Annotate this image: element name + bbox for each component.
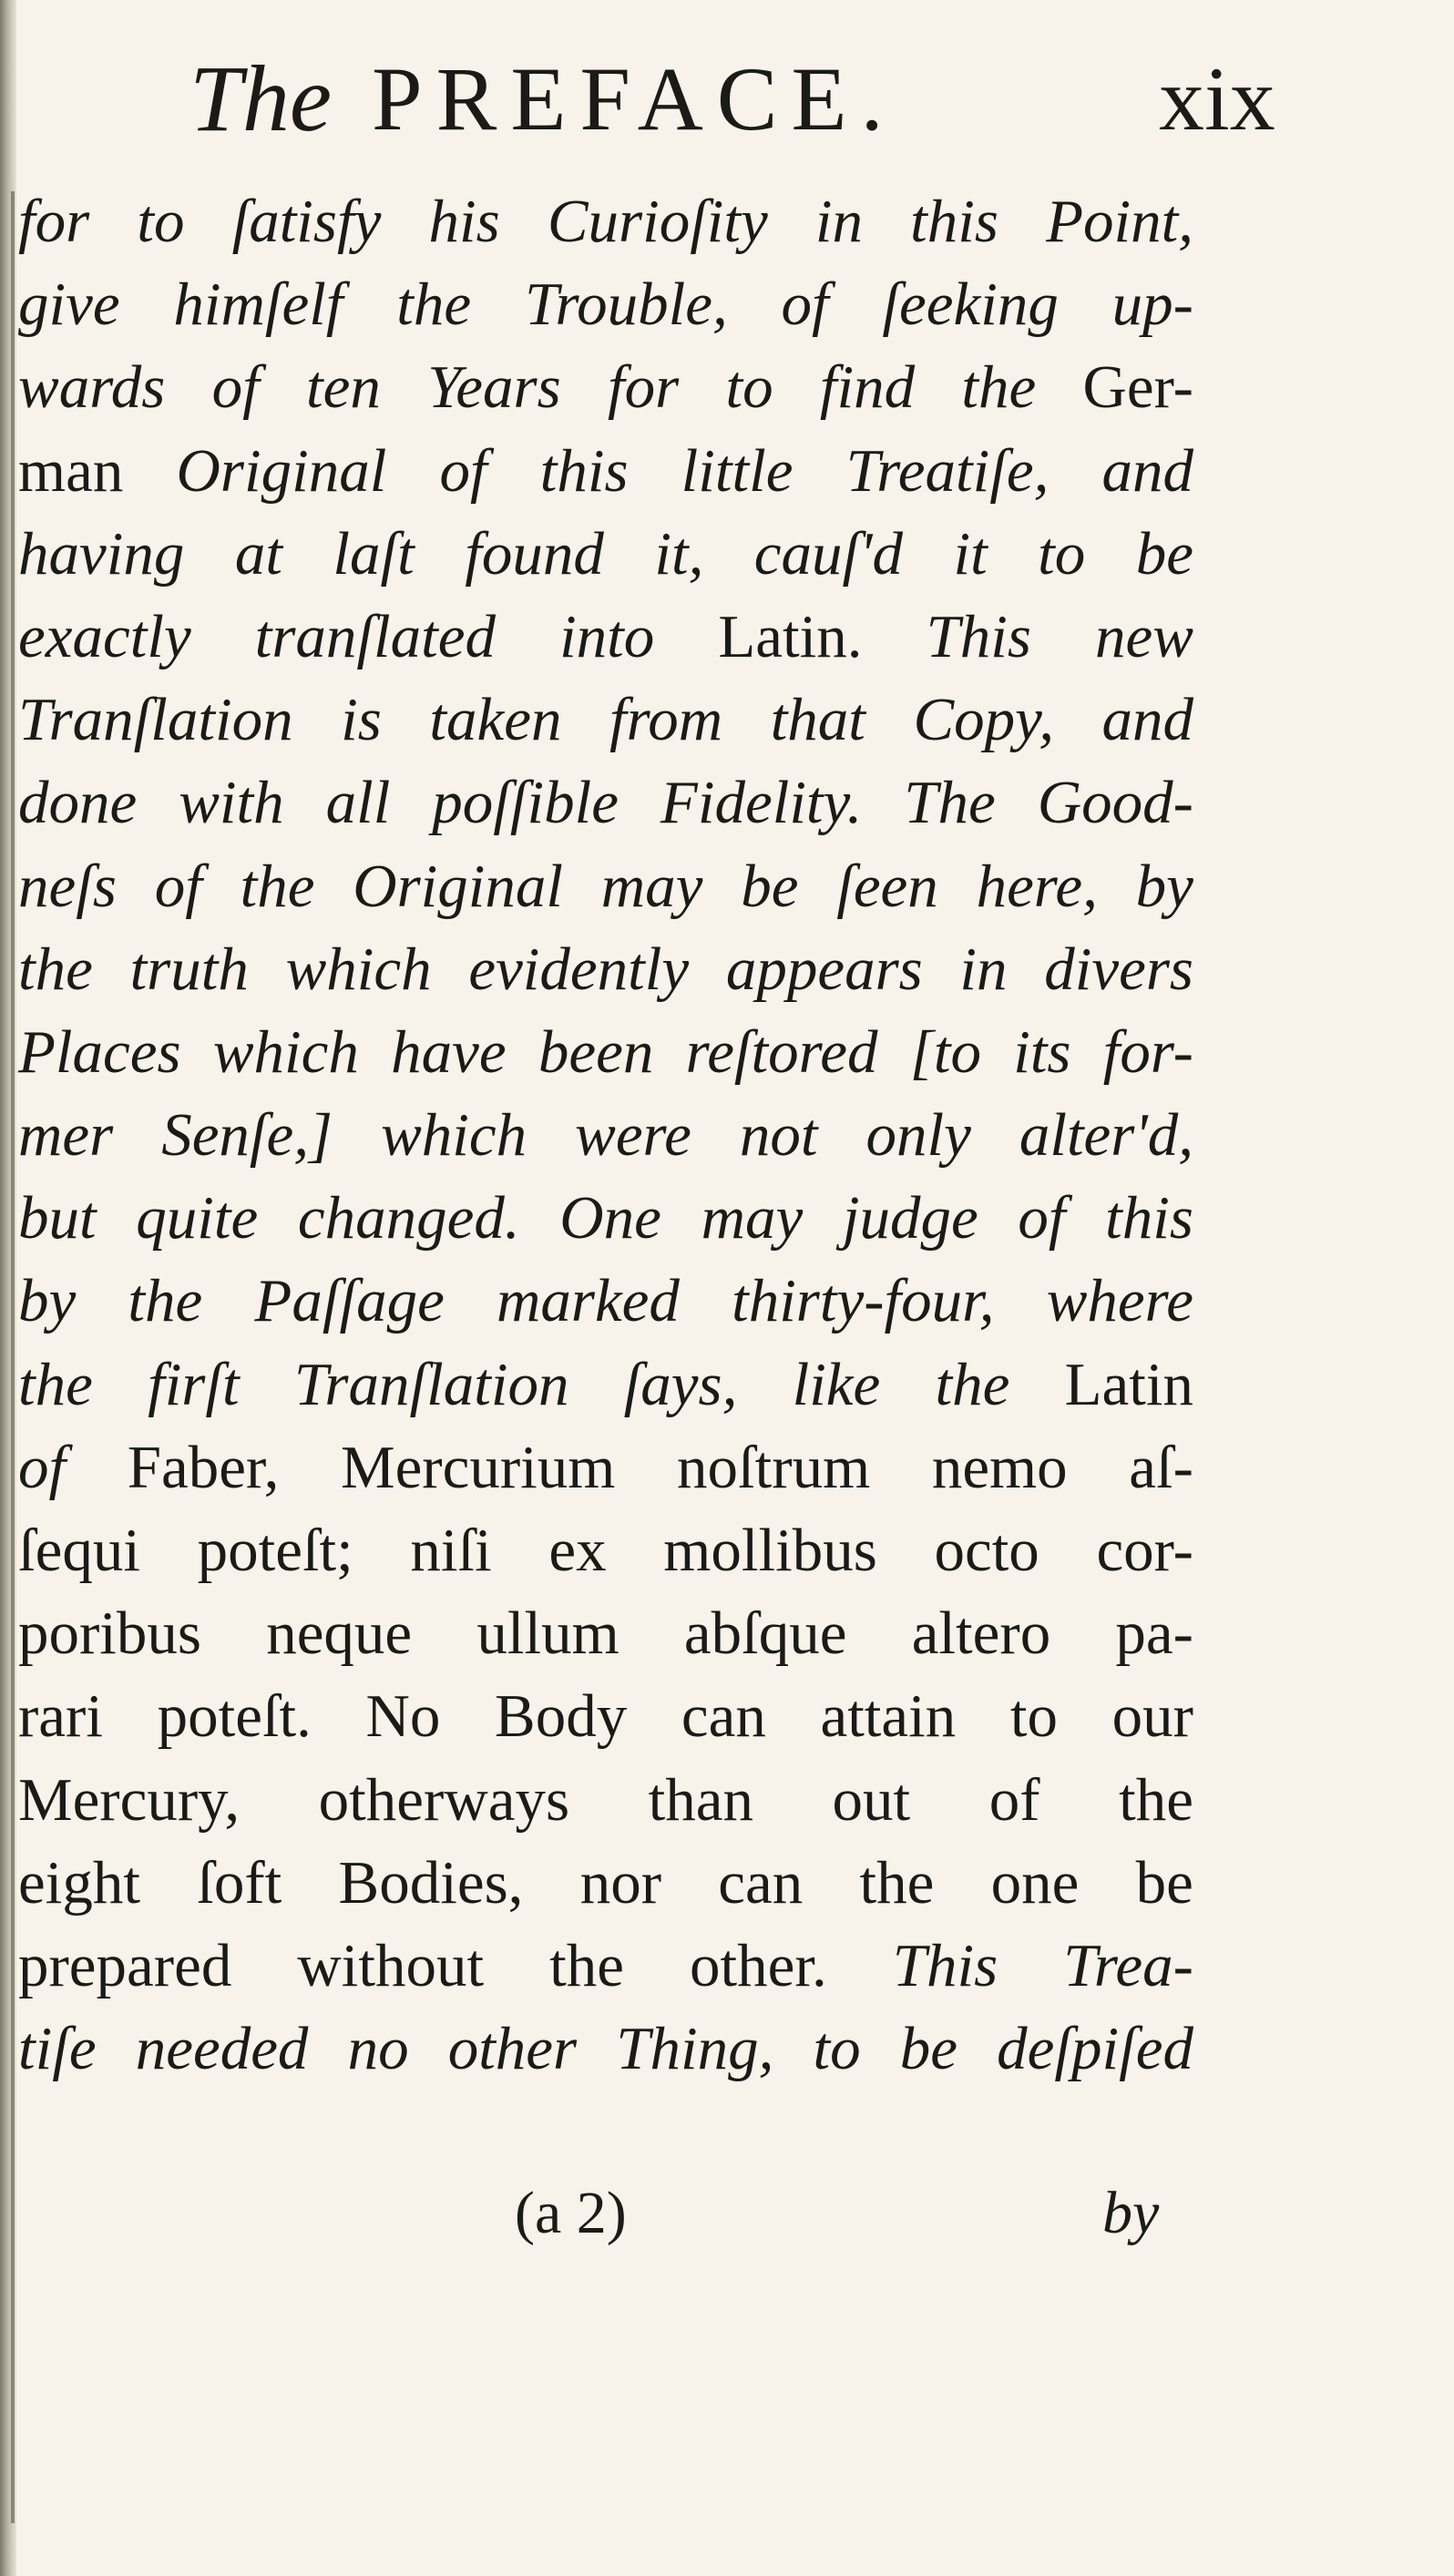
word: ex [548,1517,607,1584]
word: poteſt; [197,1517,353,1584]
word: Places [18,1017,181,1086]
word: truth [129,935,249,1003]
word: Copy, [913,686,1054,754]
word: one [990,1848,1080,1917]
text-line [18,263,1193,346]
word: new [1095,602,1193,670]
word: reſtored [685,1017,878,1086]
word: can [681,1682,766,1751]
word: in [959,935,1008,1003]
word: [to [909,1017,981,1086]
word: deſpiſed [997,2015,1193,2083]
word: is [341,686,382,754]
text-line [18,845,1193,928]
word: Body [495,1682,628,1751]
word: abſque [683,1600,847,1668]
word: were [575,1101,691,1170]
word: his [428,188,500,255]
word: nor [579,1848,661,1917]
word: Trouble, [524,271,728,339]
word: have [391,1017,507,1086]
word: One [559,1184,661,1252]
word: Original [176,436,387,505]
word: done [18,769,138,837]
word: Original [353,852,564,920]
word: of [211,353,260,422]
word: Curioſity [547,188,768,255]
word: without [297,1931,485,1999]
word: evidently [468,935,690,1003]
word: ullum [476,1600,619,1668]
header-the: The [189,46,332,151]
word: give [18,271,120,339]
word: Ger- [1082,353,1193,422]
word: and [1101,686,1193,754]
word: tiſe [18,2015,97,2083]
word: ten [306,353,381,422]
word: cauſ'd [753,519,903,588]
word: only [865,1101,971,1170]
catchword: by [1102,2180,1160,2246]
text-line [18,1344,1193,1426]
word: the [18,935,93,1003]
signature-mark: (a 2) [515,2180,627,2246]
word: may [600,852,703,920]
word: neſs [18,852,117,920]
text-line [18,596,1193,679]
word: the [1119,1765,1193,1834]
word: mollibus [663,1517,877,1584]
word: Mercurium [341,1433,616,1501]
word: man [18,436,124,505]
text-line [18,180,1193,263]
text-line [18,1925,1193,2008]
text-line [18,1842,1193,1925]
text-line [18,1675,1193,1758]
word: our [1111,1682,1193,1751]
word: needed [135,2015,309,2083]
word: found [465,519,604,588]
page-footer [0,2179,1454,2279]
word: find [819,353,916,422]
word: Fidelity. [660,769,863,837]
word: laſt [333,519,415,588]
word: and [1101,436,1193,505]
word: himſelf [173,271,343,339]
word: the [961,353,1037,422]
word: to [725,353,773,422]
word: poribus [18,1600,201,1668]
word: to [813,2015,861,2083]
word: which [381,1101,527,1170]
word: other [447,2015,578,2083]
word: be [1135,1848,1193,1917]
word: ſequi [18,1517,140,1584]
word: divers [1044,935,1193,1003]
word: out [832,1765,911,1834]
word: in [814,188,864,255]
text-line [18,2008,1193,2090]
text-line [18,679,1193,762]
word: the [935,1350,1010,1418]
word: like [792,1350,881,1418]
word: exactly [18,602,191,670]
text-line [18,1592,1193,1675]
word: ſoft [197,1848,282,1917]
word: nemo [931,1433,1068,1501]
word: that [770,686,865,754]
word: by [1135,852,1193,920]
word: altero [911,1600,1051,1668]
word: this [1105,1184,1193,1252]
text-line [18,1509,1193,1592]
text-line [18,1177,1193,1260]
header-title: PREFACE. [372,48,897,149]
gutter-rule [11,191,15,2523]
word: having [18,519,185,588]
word: otherways [318,1765,570,1834]
word: be [899,2015,958,2083]
text-line [18,430,1193,513]
word: the [240,852,315,920]
word: for [18,188,90,255]
word: the [18,1350,93,1418]
word: prepared [18,1931,232,1999]
word: its [1013,1017,1071,1086]
word: rari [18,1682,103,1751]
word: cor- [1096,1517,1193,1584]
word: of [439,436,487,505]
word: quite [136,1184,259,1252]
word: with [179,769,284,837]
word: of [18,1433,67,1501]
word: noſtrum [677,1433,871,1501]
word: No [365,1682,441,1751]
word: ſatisfy [231,188,382,255]
word: niſi [410,1517,492,1584]
word: The [904,769,996,837]
word: from [609,686,723,754]
word: it, [654,519,704,588]
word: changed. [297,1184,520,1252]
word: Latin. [718,602,863,670]
word: to [1009,1682,1059,1751]
word: firſt [148,1350,240,1418]
text-line [18,1759,1193,1842]
word: other. [690,1931,827,1999]
word: Paſſage [254,1267,445,1335]
word: aſ- [1129,1433,1193,1501]
text-line [18,1011,1193,1094]
word: here, [976,852,1098,920]
word: Latin [1064,1350,1193,1418]
word: marked [496,1267,680,1335]
word: Mercury, [18,1765,241,1834]
body-text [18,180,1193,2090]
word: the [549,1931,624,1999]
text-line [18,928,1193,1011]
word: Years [427,353,561,422]
word: thirty-four, [732,1267,995,1335]
word: this [910,188,998,255]
page-number: xix [1159,48,1275,149]
word: the [396,271,472,339]
word: be [741,852,799,920]
running-header [0,40,1454,158]
word: for- [1102,1017,1193,1086]
word: this [539,436,629,505]
word: where [1046,1267,1193,1335]
word: Good- [1037,769,1193,837]
word: neque [266,1600,413,1668]
text-line [18,762,1193,844]
word: wards [18,353,166,422]
word: pa- [1115,1600,1193,1668]
word: into [559,602,655,670]
word: Tranſlation [293,1350,569,1418]
word: than [648,1765,753,1834]
word: ſeen [836,852,938,920]
word: of [1018,1184,1066,1252]
word: ſeeking [882,271,1059,339]
word: taken [429,686,562,754]
word: octo [934,1517,1039,1584]
word: Trea- [1063,1931,1193,1999]
word: by [18,1267,77,1335]
word: Tranſlation [18,686,293,754]
word: poſſible [432,769,619,837]
word: judge [842,1184,978,1252]
word: attain [820,1682,957,1751]
text-line [18,1260,1193,1343]
word: eight [18,1848,140,1917]
text-line [18,1094,1193,1177]
word: not [739,1101,818,1170]
word: Point, [1046,188,1193,255]
word: for [607,353,680,422]
word: This [892,1931,998,1999]
word: the [128,1267,203,1335]
word: which [212,1017,359,1086]
text-line [18,1426,1193,1509]
word: Faber, [127,1433,280,1501]
word: can [718,1848,804,1917]
word: up- [1111,271,1193,339]
word: all [325,769,391,837]
word: alter'd, [1019,1101,1193,1170]
word: ſays, [623,1350,738,1418]
word: it [953,519,988,588]
word: little [681,436,794,505]
word: may [701,1184,804,1252]
word: Thing, [616,2015,774,2083]
text-line [18,513,1193,596]
word: Senſe,] [161,1101,333,1170]
word: Treatiſe, [845,436,1050,505]
word: of [781,271,829,339]
word: no [347,2015,409,2083]
word: been [538,1017,654,1086]
word: to [1038,519,1086,588]
word: of [988,1765,1040,1834]
word: mer [18,1101,114,1170]
word: the [859,1848,935,1917]
word: at [234,519,282,588]
word: which [285,935,432,1003]
word: This [926,602,1031,670]
word: Bodies, [338,1848,524,1917]
word: appears [725,935,923,1003]
word: to [137,188,185,255]
word: of [154,852,202,920]
word: be [1135,519,1193,588]
word: poteſt. [157,1682,312,1751]
text-line [18,346,1193,429]
word: tranſlated [254,602,497,670]
word: but [18,1184,97,1252]
